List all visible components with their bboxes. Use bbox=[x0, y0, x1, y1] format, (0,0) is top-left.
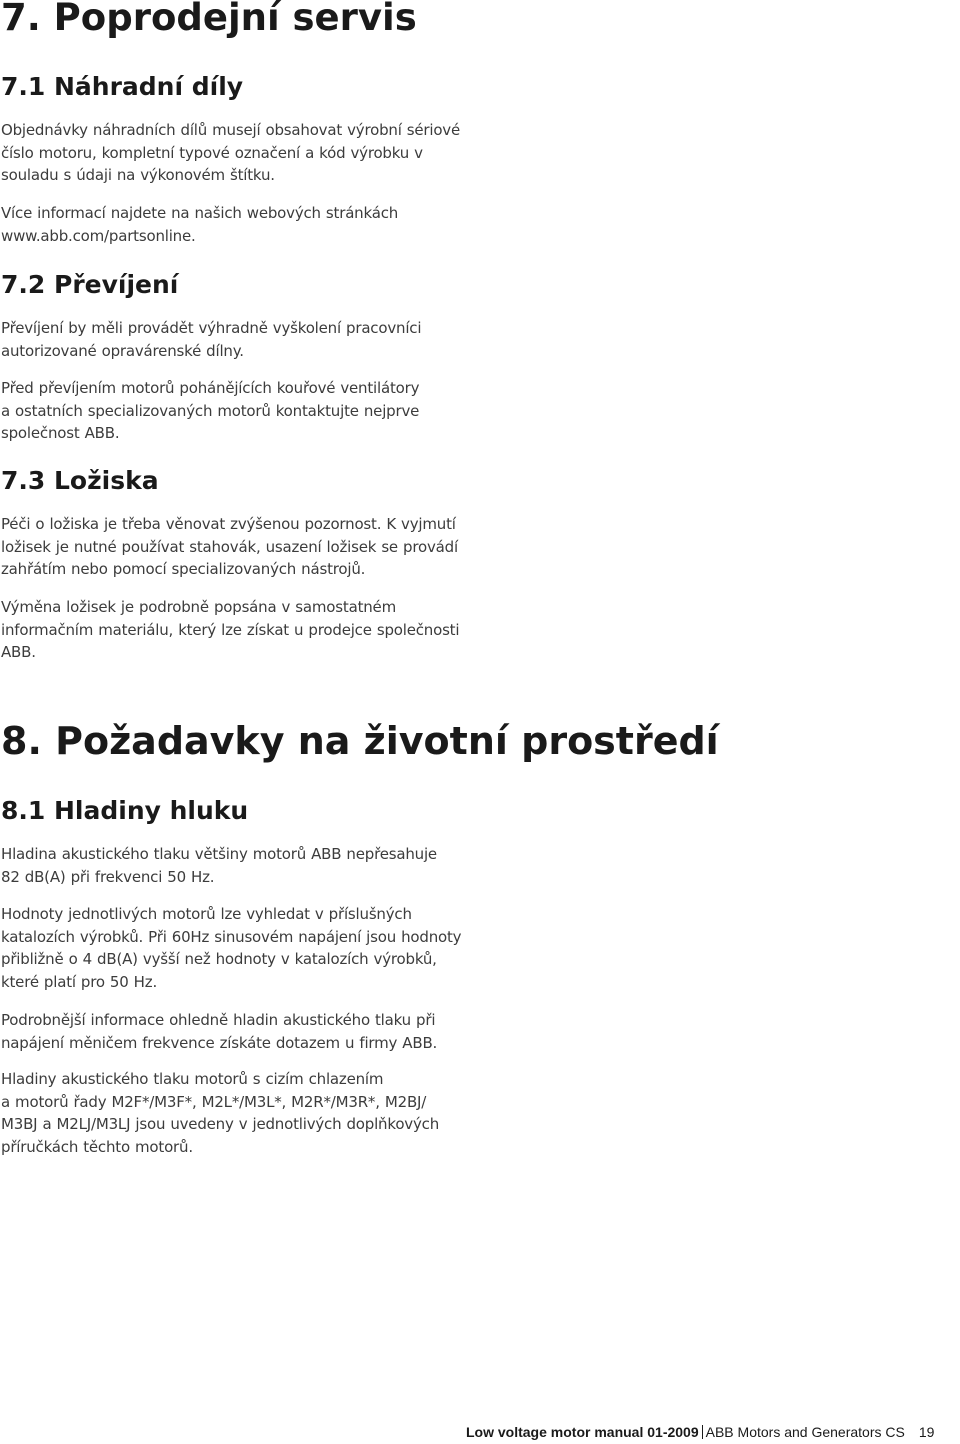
section-7-1-paragraph-1: Objednávky náhradních dílů musejí obsahovat výrobní sériové číslo motoru, kompletní typové označení a kód výrobku v souladu s údaji na výkonovém štítku. bbox=[1, 121, 460, 184]
section-8-1-paragraph-2: Hodnoty jednotlivých motorů lze vyhledat v příslušných katalozích výrobků. Při 60Hz sinusovém napájení jsou hodnoty přibližně o 4 dB(A) vyšší než hodnoty v katalozích výrobků, které platí pro 50 Hz. bbox=[1, 905, 462, 991]
section-7-2-title: 7.2 Převíjení bbox=[1, 270, 179, 299]
footer-separator bbox=[702, 1425, 703, 1439]
section-7-title: 7. Poprodejní servis bbox=[1, 0, 417, 39]
section-7-2-paragraph-2: Před převíjením motorů pohánějících kouřové ventilátory a ostatních specializovaných motorů kontaktujte nejprve společnost ABB. bbox=[1, 379, 420, 442]
page-footer bbox=[466, 1424, 960, 1444]
section-7-3-title: 7.3 Ložiska bbox=[1, 466, 159, 495]
section-8-1-paragraph-1: Hladina akustického tlaku většiny motorů ABB nepřesahuje 82 dB(A) při frekvenci 50 Hz. bbox=[1, 845, 437, 886]
section-7-1-paragraph-2: Více informací najdete na našich webových stránkách www.abb.com/partsonline. bbox=[1, 204, 399, 245]
section-7-3-paragraph-2: Výměna ložisek je podrobně popsána v samostatném informačním materiálu, který lze získat u prodejce společnosti ABB. bbox=[1, 598, 460, 661]
section-8-1-title: 8.1 Hladiny hluku bbox=[1, 796, 249, 825]
section-8-1-paragraph-4: Hladiny akustického tlaku motorů s cizím chlazením a motorů řady M2F*/M3F*, M2L*/M3L*, M2R*/M3R*, M2BJ/ M3BJ a M2LJ/M3LJ jsou uvedeny v jednotlivých doplňkových příručkách těchto motorů. bbox=[1, 1070, 440, 1156]
footer-page-number: 19 bbox=[918, 1424, 935, 1440]
section-8-title: 8. Požadavky na životní prostředí bbox=[1, 719, 719, 763]
section-7-1-title: 7.1 Náhradní díly bbox=[1, 72, 244, 101]
section-8-1-paragraph-3: Podrobnější informace ohledně hladin akustického tlaku při napájení měničem frekvence získáte dotazem u firmy ABB. bbox=[1, 1011, 438, 1052]
section-7-2-paragraph-1: Převíjení by měli provádět výhradně vyškolení pracovníci autorizované opravárenské dílny. bbox=[1, 319, 422, 360]
footer-company: ABB Motors and Generators bbox=[705, 1424, 882, 1440]
footer-language: CS bbox=[885, 1424, 905, 1440]
section-7-3-paragraph-1: Péči o ložiska je třeba věnovat zvýšenou pozornost. K vyjmutí ložisek je nutné používat stahovák, usazení ložisek se provádí zahřátím nebo pomocí specializovaných nástrojů. bbox=[1, 515, 458, 578]
footer-manual-title: Low voltage motor manual 01-2009 bbox=[466, 1424, 699, 1440]
